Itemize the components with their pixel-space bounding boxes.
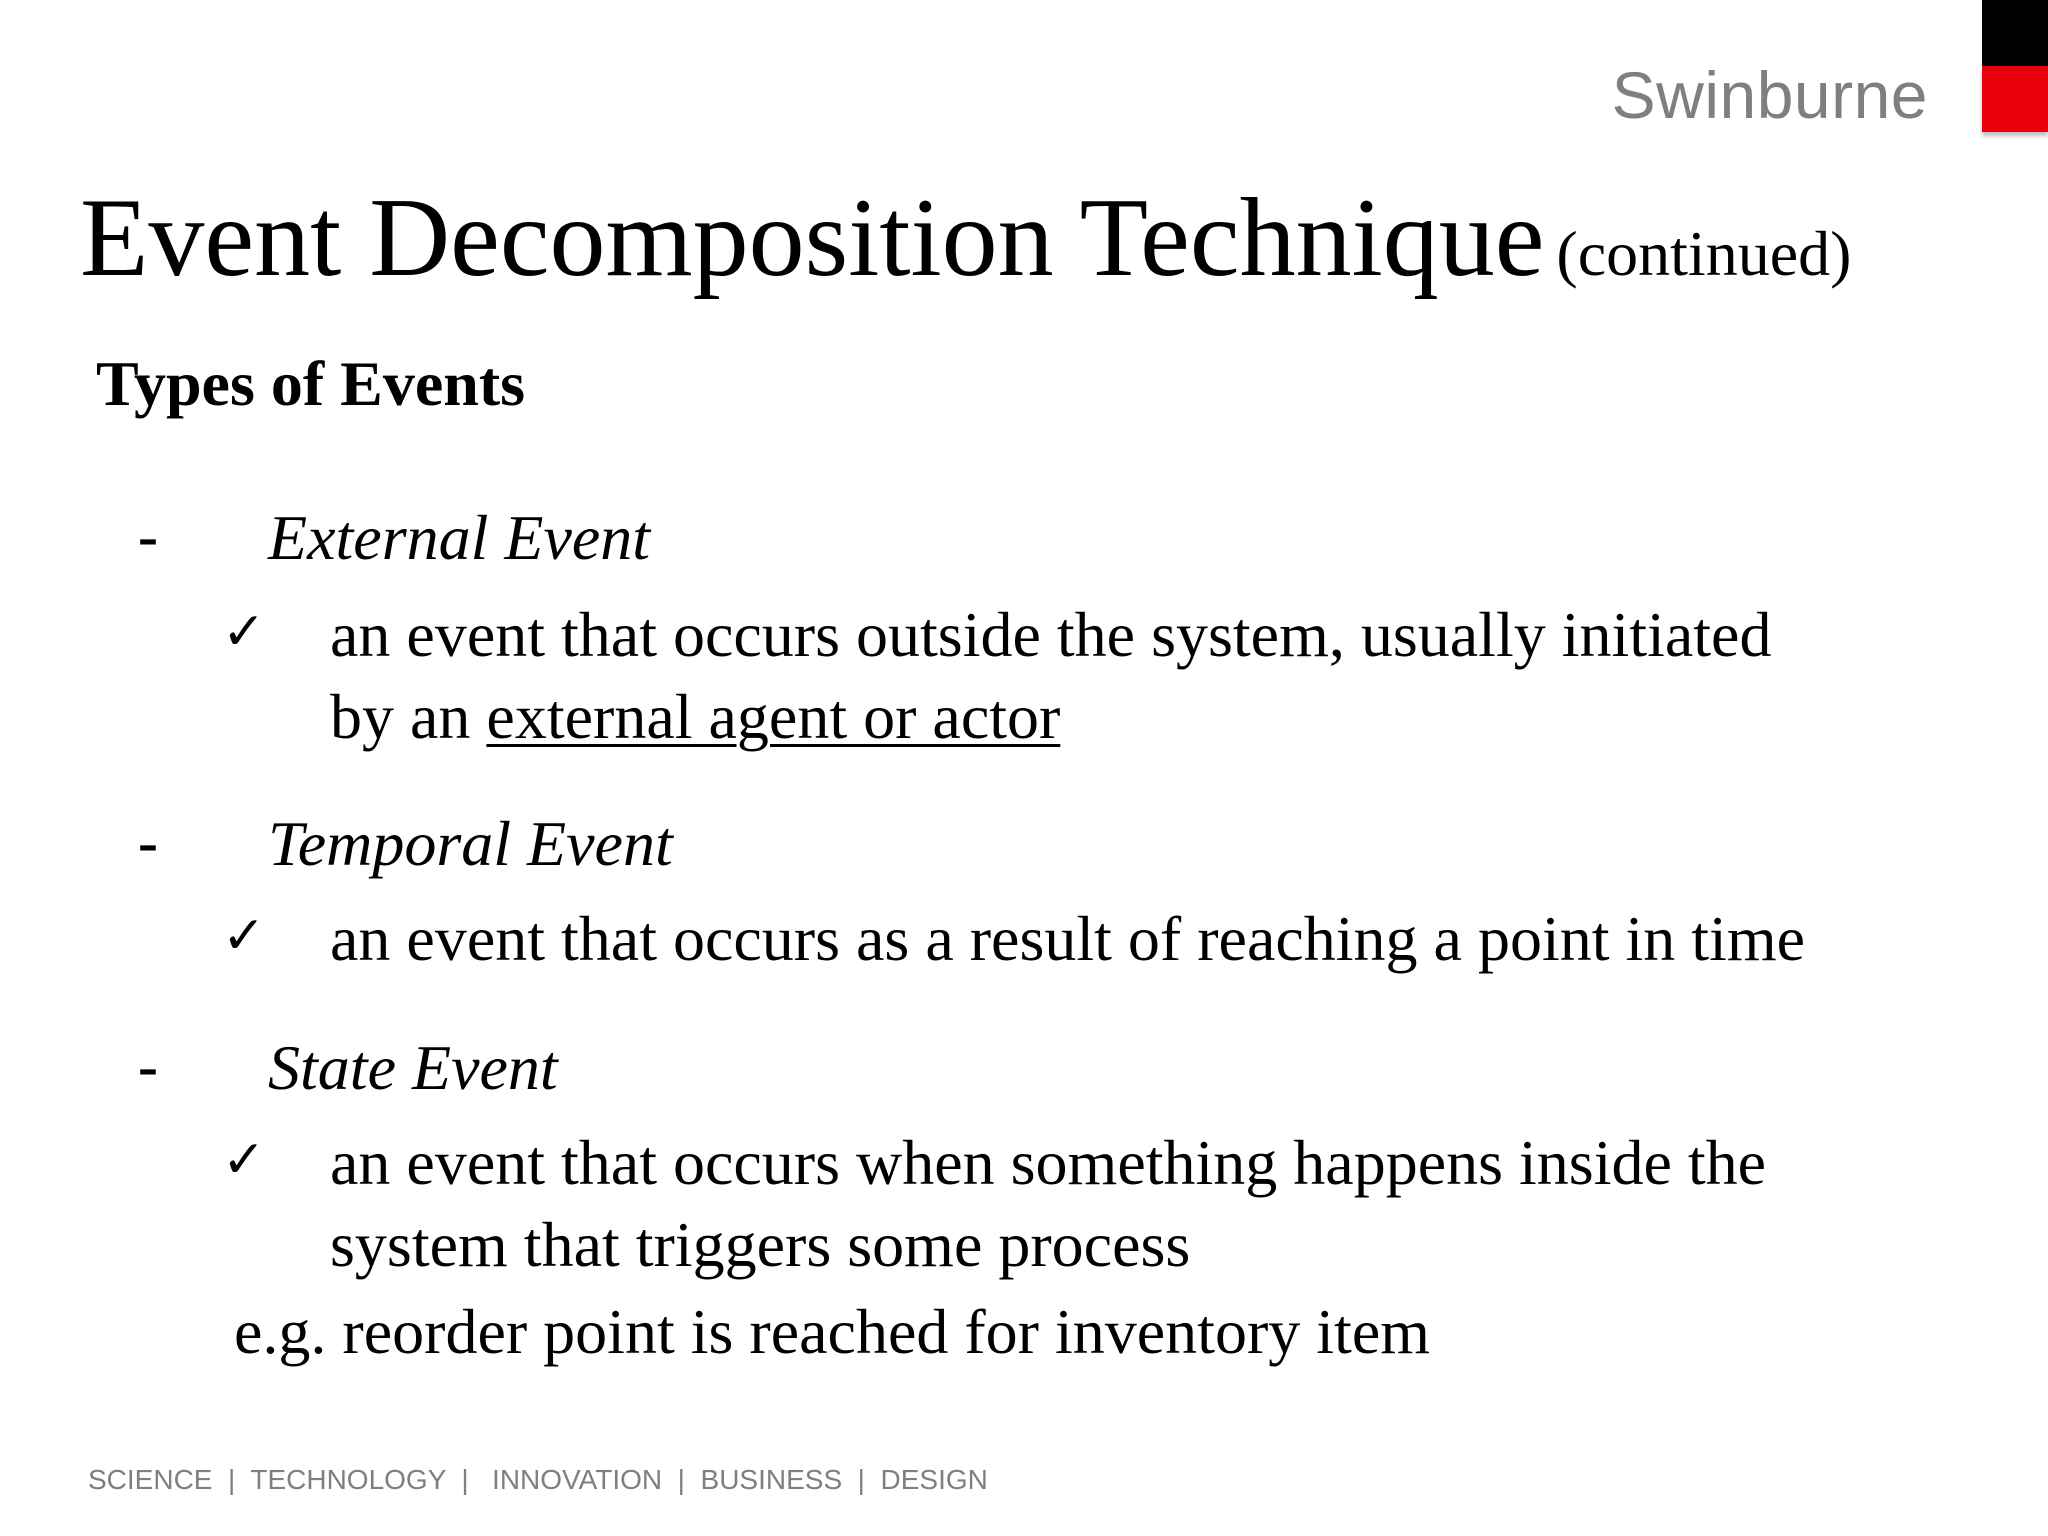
slide-title	[80, 176, 1852, 300]
brand-logo-text: Swinburne	[1611, 58, 1928, 132]
external-agent-underlined-text: external agent or actor	[486, 681, 1061, 752]
check-icon: ✓	[222, 1130, 266, 1190]
item-dash-temporal: -	[138, 809, 158, 875]
section-heading: Types of Events	[96, 348, 526, 419]
item-label-temporal: Temporal Event	[268, 808, 673, 879]
item-label-state: State Event	[268, 1032, 558, 1103]
item-desc-state-line2: system that triggers some process	[330, 1209, 1191, 1280]
item-desc-external	[330, 594, 1771, 758]
item-desc-external-line2-prefix: by an	[330, 681, 487, 752]
item-desc-state	[330, 1122, 1766, 1286]
item-desc-temporal	[330, 898, 1805, 980]
item-desc-temporal-line1: an event that occurs as a result of reaching a point in time	[330, 903, 1806, 974]
item-desc-state-line1: an event that occurs when something happens inside the	[330, 1127, 1767, 1198]
slide-title-suffix: (continued)	[1556, 218, 1852, 289]
item-label-external: External Event	[268, 502, 651, 573]
brand-block-red	[1982, 66, 2048, 132]
item-desc-external-line1: an event that occurs outside the system, usually initiated	[330, 599, 1772, 670]
brand-block-black	[1982, 0, 2048, 66]
item-dash-state: -	[138, 1033, 158, 1099]
item-desc-external-line2	[330, 676, 1771, 758]
slide-title-main: Event Decomposition Technique	[80, 176, 1545, 300]
footer-tagline: SCIENCE | TECHNOLOGY | INNOVATION | BUSINESS | DESIGN	[88, 1464, 988, 1495]
example-text: e.g. reorder point is reached for inventory item	[234, 1296, 1430, 1367]
check-icon: ✓	[222, 602, 266, 662]
item-dash-external: -	[138, 503, 158, 569]
check-icon: ✓	[222, 906, 266, 966]
